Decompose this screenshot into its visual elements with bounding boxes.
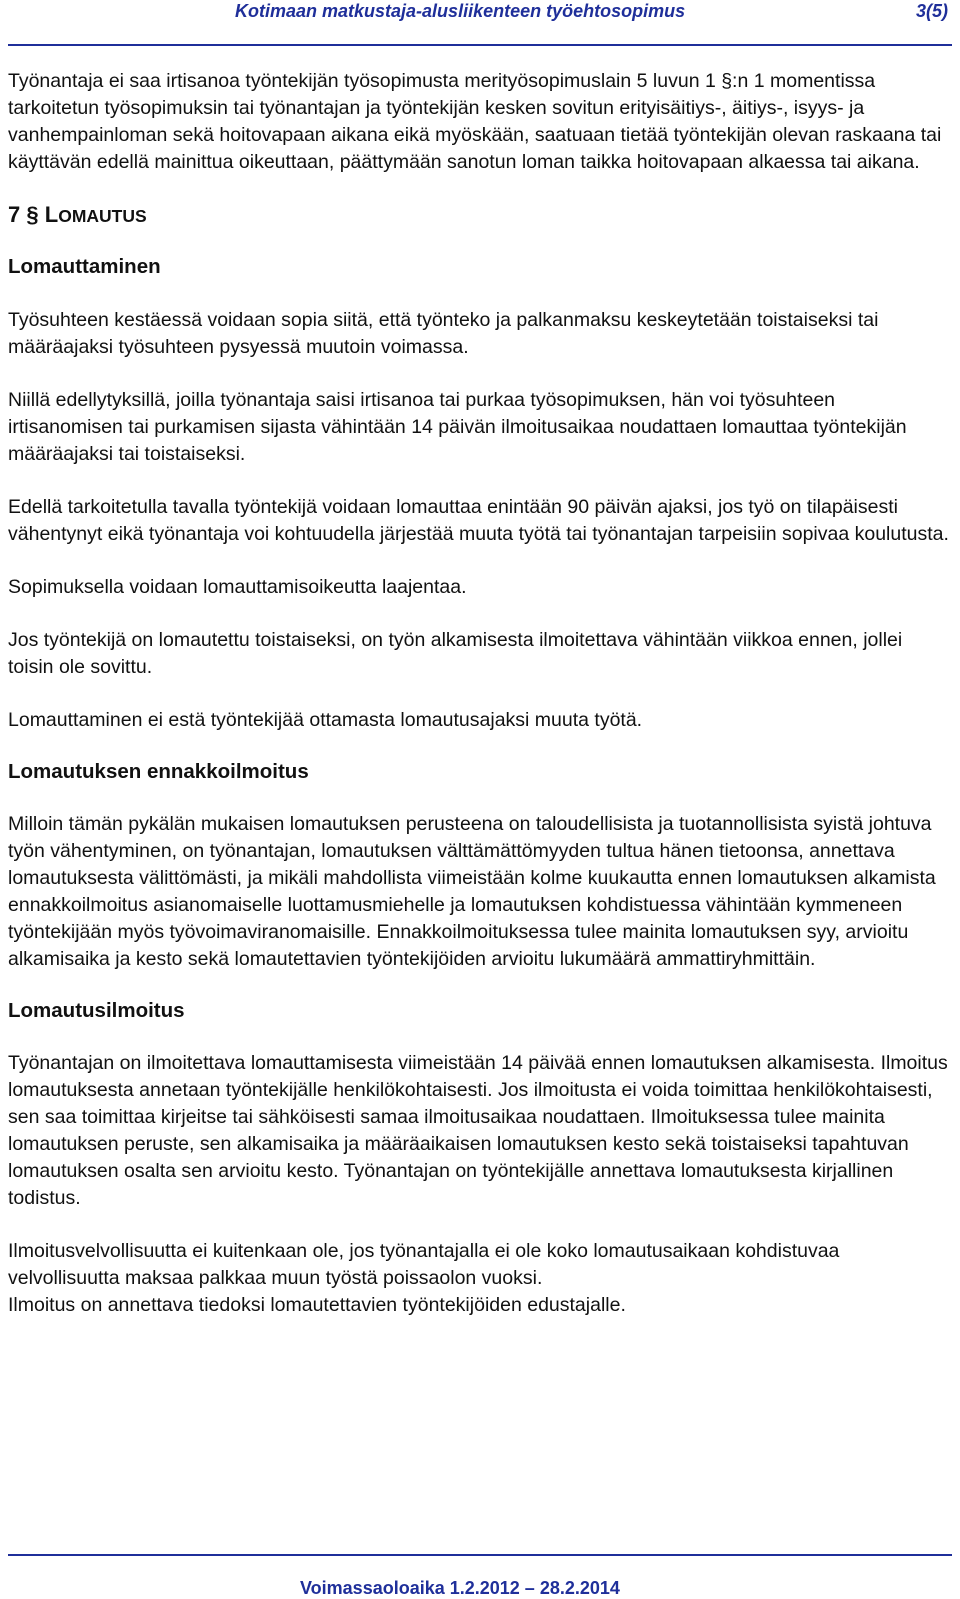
page-header — [8, 0, 952, 46]
paragraph: Lomauttaminen ei estä työntekijää ottamasta lomautusajaksi muuta työtä. — [8, 709, 643, 731]
page-number: 3(5) — [915, 1, 948, 21]
document-title: Kotimaan matkustaja-alusliikenteen työehtosopimus — [235, 1, 686, 21]
paragraph: Ilmoitusvelvollisuutta ei kuitenkaan ole, jos työnantajalla ei ole koko lomautusaikaan kohdistuvaa velvollisuutta maksaa palkkaa muun työstä poissaolon vuoksi. — [8, 1240, 840, 1289]
paragraph: Edellä tarkoitetulla tavalla työntekijä voidaan lomauttaa enintään 90 päivän ajaksi, jos työ on tilapäisesti vähentynyt eikä työnantaja voi kohtuudella järjestää muuta työtä tai työnantajan tarpeisiin sopivaa koulutusta. — [8, 496, 949, 545]
document-body — [8, 68, 952, 1319]
page-footer — [8, 1554, 952, 1598]
section-heading — [8, 200, 952, 231]
subheading-lomautusilmoitus: Lomautusilmoitus — [8, 999, 185, 1022]
subheading-lomauttaminen: Lomauttaminen — [8, 255, 161, 278]
section-title-initial: L — [44, 202, 59, 227]
paragraph: Työsuhteen kestäessä voidaan sopia siitä, että työnteko ja palkanmaksu keskeytetään toistaiseksi tai määräajaksi työsuhteen pysyessä muutoin voimassa. — [8, 309, 879, 358]
paragraph: Jos työntekijä on lomautettu toistaiseksi, on työn alkamisesta ilmoitettava vähintään viikkoa ennen, jollei toisin ole sovittu. — [8, 629, 903, 678]
intro-paragraph: Työnantaja ei saa irtisanoa työntekijän työsopimusta merityösopimuslain 5 luvun 1 §:n 1 momentissa tarkoitetun työsopimuksin tai työnantajan ja työntekijän kesken sovitun erityisäitiys-, äitiys-, isyys- ja vanhempainloman sekä hoitovapaan aikana eikä myöskään, saatuaan tietää työntekijän olevan raskaana tai käyttävän edellä mainittua oikeuttaan, päättymään sanotun loman taikka hoitovapaan alkaessa tai aikana. — [8, 70, 942, 173]
section-number: 7 — [8, 202, 21, 227]
paragraph: Milloin tämän pykälän mukaisen lomautuksen perusteena on taloudellisista ja tuotannollisista syistä johtuva työn vähentyminen, on työnantajan, lomautuksen välttämättömyyden tultua hänen tietoonsa, annettava lomautuksesta välittömästi, ja mikäli mahdollista viimeistään kolme kuukautta ennen lomautuksen alkamista ennakkoilmoitus asianomaiselle luottamusmiehelle ja lomautuksen kohdistuessa vähintään kymmeneen työntekijään myös työvoimaviranomaisille. Ennakkoilmoituksessa tulee mainita lomautuksen syy, arvioitu alkamisaika ja kesto sekä lomautettavien työntekijöiden arvioitu lukumäärä ammattiryhmittäin. — [8, 813, 936, 970]
paragraph: Ilmoitus on annettava tiedoksi lomautettavien työntekijöiden edustajalle. — [8, 1294, 626, 1316]
paragraph: Niillä edellytyksillä, joilla työnantaja saisi irtisanoa tai purkaa työsopimuksen, hän voi työsuhteen irtisanomisen tai purkamisen sijasta vähintään 14 päivän ilmoitusaikaa noudattaen lomauttaa työntekijän määräajaksi tai toistaiseksi. — [8, 389, 907, 465]
section-sign: § — [26, 202, 39, 227]
paragraph: Työnantajan on ilmoitettava lomauttamisesta viimeistään 14 päivää ennen lomautuksen alkamisesta. Ilmoitus lomautuksesta annetaan työntekijälle henkilökohtaisesti. Jos ilmoitusta ei voida toimittaa henkilökohtaisesti, sen saa toimittaa kirjeitse tai sähköisesti samaa ilmoitusaikaa noudattaen. Ilmoituksessa tulee mainita lomautuksen peruste, sen alkamisaika ja määräaikaisen lomautuksen kesto sekä toistaiseksi tapahtuvan lomautuksen osalta sen arvioitu kesto. Työnantajan on työntekijälle annettava lomautuksesta kirjallinen todistus. — [8, 1052, 948, 1209]
subheading-ennakkoilmoitus: Lomautuksen ennakkoilmoitus — [8, 760, 309, 783]
section-title-rest: OMAUTUS — [58, 206, 147, 226]
paragraph: Sopimuksella voidaan lomauttamisoikeutta laajentaa. — [8, 576, 467, 598]
validity-period: Voimassaoloaika 1.2.2012 – 28.2.2014 — [300, 1578, 620, 1598]
